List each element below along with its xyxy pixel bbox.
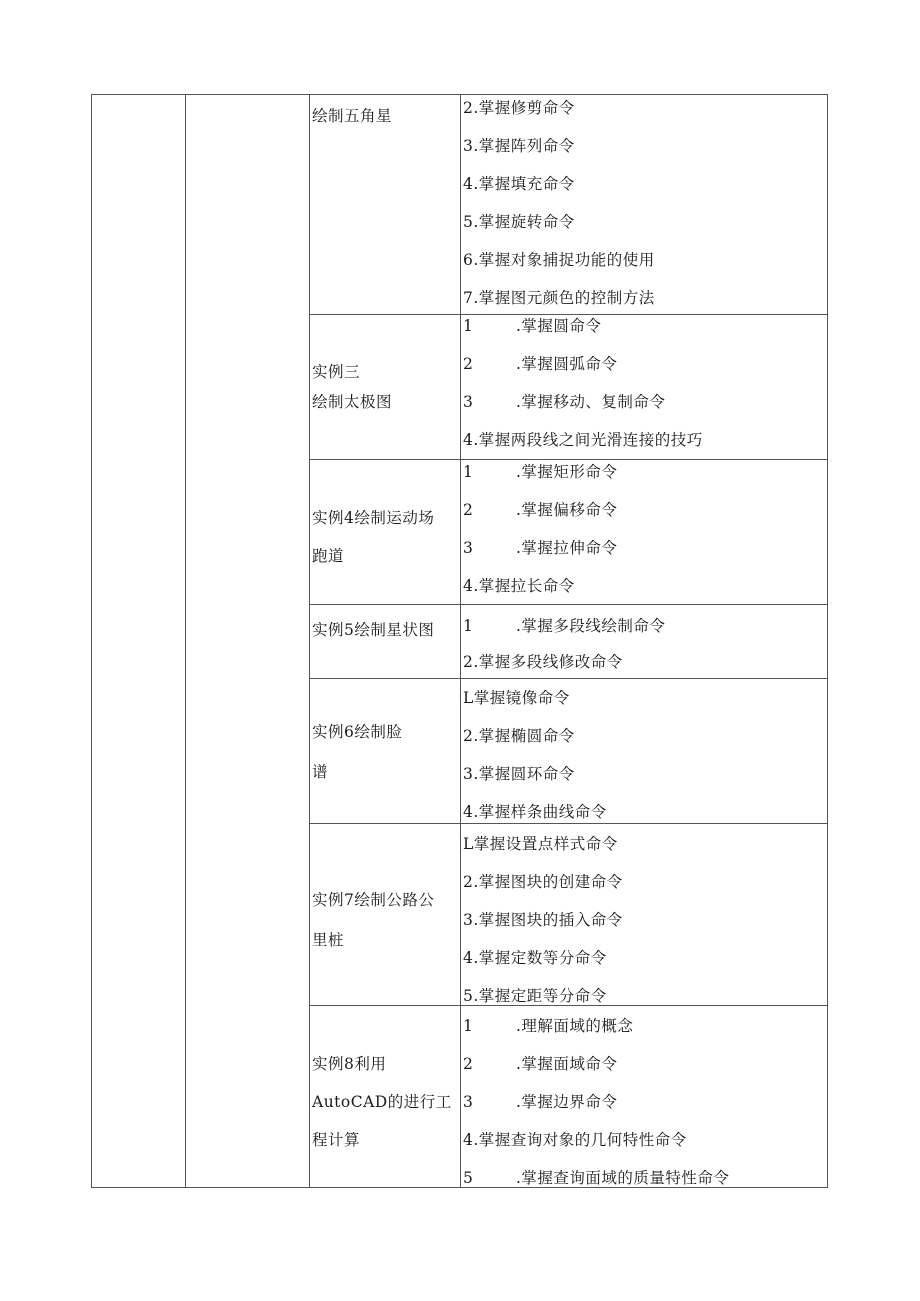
objective-item: .掌握圆命令 xyxy=(516,317,602,335)
objective-item: .掌握面域命令 xyxy=(516,1055,618,1073)
objective-item: 5.掌握旋转命令 xyxy=(463,213,575,231)
example-name-line: 跑道 xyxy=(312,547,345,565)
objective-item: 3.掌握图块的插入命令 xyxy=(463,911,623,929)
example-name-line: 实例6绘制脸 xyxy=(312,723,403,741)
syllabus-table xyxy=(91,94,828,1188)
objective-item: L掌握镜像命令 xyxy=(463,689,570,707)
objective-item: 4.掌握定数等分命令 xyxy=(463,949,607,967)
example-name-line: 实例三 xyxy=(312,363,361,381)
objective-number: 3 xyxy=(463,393,473,411)
objective-item: 3.掌握圆环命令 xyxy=(463,765,575,783)
objective-item: 4.掌握拉长命令 xyxy=(463,577,575,595)
row-divider xyxy=(309,604,828,605)
row-divider xyxy=(309,678,828,679)
objective-item: 4.掌握填充命令 xyxy=(463,175,575,193)
objective-number: 2 xyxy=(463,501,473,519)
objective-item: .掌握圆弧命令 xyxy=(516,355,618,373)
objective-item: .掌握移动、复制命令 xyxy=(516,393,666,411)
example-name-line: 谱 xyxy=(312,763,329,781)
example-name-line: AutoCAD的进行工 xyxy=(312,1093,452,1111)
objective-item: .掌握矩形命令 xyxy=(516,463,618,481)
example-name-line: 实例8利用 xyxy=(312,1055,387,1073)
objective-item: .掌握偏移命令 xyxy=(516,501,618,519)
objective-item: 4.掌握两段线之间光滑连接的技巧 xyxy=(463,431,703,449)
objective-item: 5.掌握定距等分命令 xyxy=(463,987,607,1005)
objective-number: 1 xyxy=(463,317,473,335)
column-divider-3 xyxy=(460,95,461,1187)
column-divider-2 xyxy=(309,95,310,1187)
column-divider-1 xyxy=(185,95,186,1187)
example-name-line: 绘制太极图 xyxy=(312,393,393,411)
objective-number: 1 xyxy=(463,1017,473,1035)
objective-item: 2.掌握修剪命令 xyxy=(463,99,575,117)
objective-item: 4.掌握样条曲线命令 xyxy=(463,803,607,821)
row-divider xyxy=(309,314,828,315)
example-name-line: 里桩 xyxy=(312,931,345,949)
objective-item: .掌握多段线绘制命令 xyxy=(516,617,666,635)
objective-number: 3 xyxy=(463,539,473,557)
objective-number: 3 xyxy=(463,1093,473,1111)
objective-item: 2.掌握图块的创建命令 xyxy=(463,873,623,891)
objective-item: L掌握设置点样式命令 xyxy=(463,835,618,853)
objective-item: 2.掌握椭圆命令 xyxy=(463,727,575,745)
objective-number: 2 xyxy=(463,1055,473,1073)
table-border-left xyxy=(91,95,92,1187)
example-name-line: 实例7绘制公路公 xyxy=(312,891,435,909)
objective-item: .掌握查询面域的质量特性命令 xyxy=(516,1169,730,1187)
objective-item: .掌握边界命令 xyxy=(516,1093,618,1111)
row-divider xyxy=(309,823,828,824)
row-divider xyxy=(309,459,828,460)
objective-number: 1 xyxy=(463,617,473,635)
example-name-line: 绘制五角星 xyxy=(312,107,393,125)
objective-item: 3.掌握阵列命令 xyxy=(463,137,575,155)
objective-item: 2.掌握多段线修改命令 xyxy=(463,653,623,671)
objective-number: 5 xyxy=(463,1169,473,1187)
example-name-line: 实例5绘制星状图 xyxy=(312,621,435,639)
objective-item: 4.掌握查询对象的几何特性命令 xyxy=(463,1131,687,1149)
table-border-right xyxy=(827,95,828,1187)
objective-number: 2 xyxy=(463,355,473,373)
objective-number: 1 xyxy=(463,463,473,481)
objective-item: 6.掌握对象捕捉功能的使用 xyxy=(463,251,655,269)
example-name-line: 程计算 xyxy=(312,1131,361,1149)
objective-item: .掌握拉伸命令 xyxy=(516,539,618,557)
example-name-line: 实例4绘制运动场 xyxy=(312,509,435,527)
objective-item: .理解面域的概念 xyxy=(516,1017,634,1035)
objective-item: 7.掌握图元颜色的控制方法 xyxy=(463,289,655,307)
